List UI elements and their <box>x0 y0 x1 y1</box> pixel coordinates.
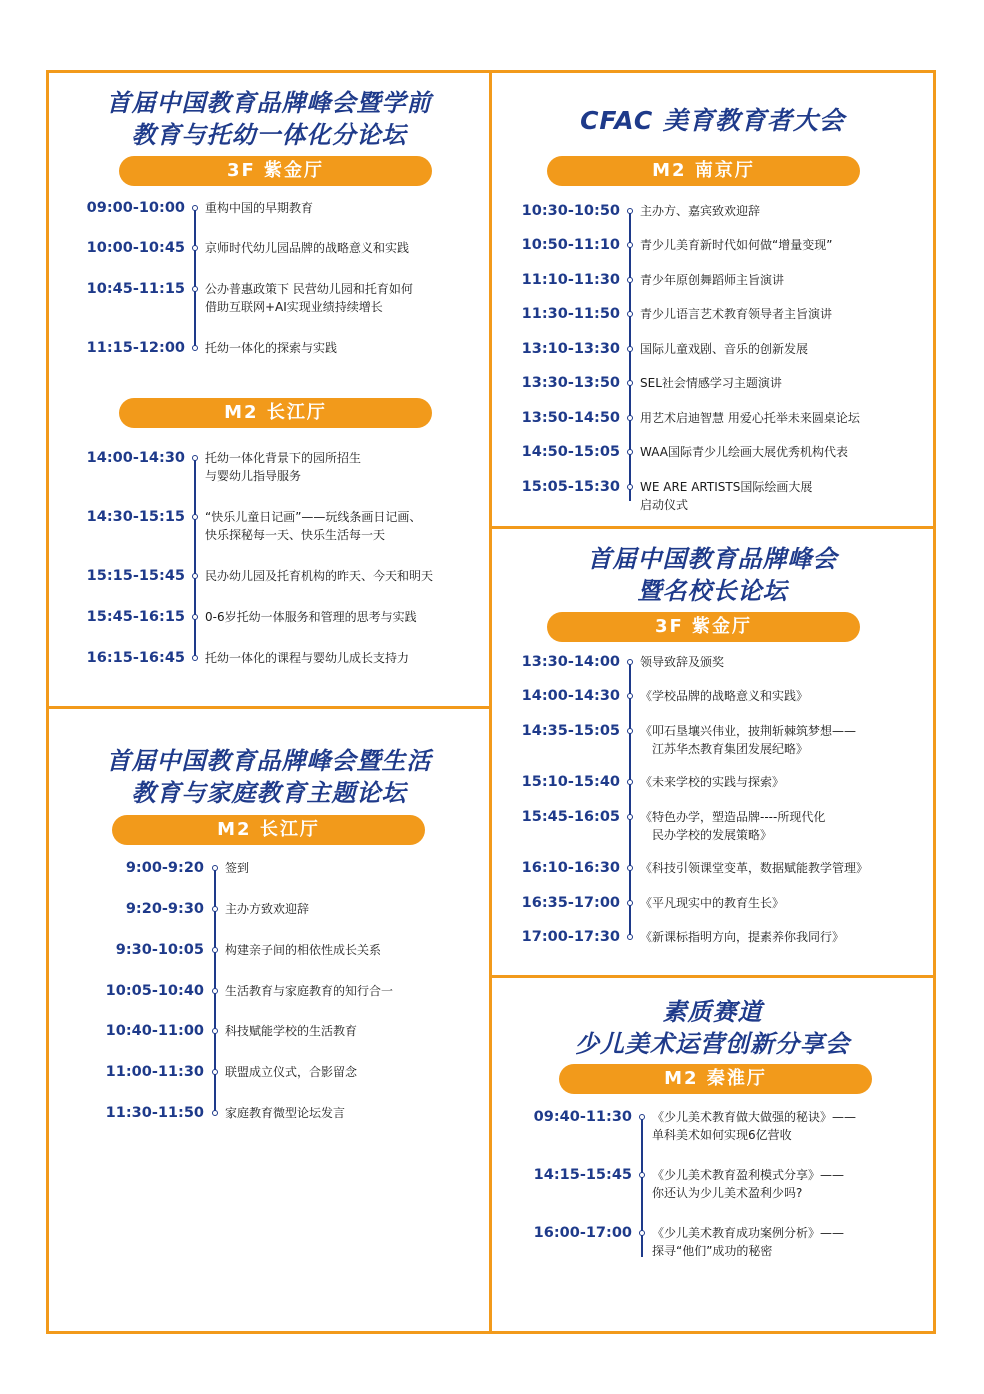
time-label: 13:30-13:50 <box>521 375 620 391</box>
panel-life-education-forum <box>49 709 489 1331</box>
time-label: 14:15-15:45 <box>533 1167 632 1183</box>
item-text: 联盟成立仪式，合影留念 <box>225 1065 358 1079</box>
item-text: 《叩石垦壤兴伟业，披荆斩棘筑梦想—— 江苏华杰教育集团发展纪略》 <box>640 724 857 756</box>
hall-badge: M2 秦淮厅 <box>559 1064 872 1094</box>
hall-badge: 3F 紫金厅 <box>547 612 860 642</box>
timeline-dot-icon <box>192 286 198 292</box>
timeline-rail <box>629 211 631 501</box>
hall-badge: M2 长江厅 <box>112 815 425 845</box>
time-label: 16:00-17:00 <box>533 1225 632 1241</box>
item-text: 科技赋能学校的生活教育 <box>225 1024 358 1038</box>
timeline-dot-icon <box>627 346 633 352</box>
timeline-dot-icon <box>212 988 218 994</box>
item-text: 公办普惠政策下 民营幼儿园和托育如何 借助互联网+AI实现业绩持续增长 <box>205 282 413 314</box>
item-text: 国际儿童戏剧、音乐的创新发展 <box>640 342 809 356</box>
time-label: 10:45-11:15 <box>86 281 185 297</box>
title-line: 少儿美术运营创新分享会 <box>575 1030 850 1058</box>
item-text: 《少儿美术教育成功案例分析》—— 探寻“他们”成功的秘密 <box>652 1226 845 1258</box>
item-text: 主办方、嘉宾致欢迎辞 <box>640 204 761 218</box>
item-text: 生活教育与家庭教育的知行合一 <box>225 984 394 998</box>
time-label: 15:05-15:30 <box>521 479 620 495</box>
timeline-dot-icon <box>627 277 633 283</box>
time-label: 16:10-16:30 <box>521 860 620 876</box>
item-text: 托幼一体化的课程与婴幼儿成长支持力 <box>205 651 410 665</box>
time-label: 10:05-10:40 <box>105 983 204 999</box>
timeline-dot-icon <box>212 1110 218 1116</box>
timeline-dot-icon <box>192 345 198 351</box>
item-text: 0-6岁托幼一体服务和管理的思考与实践 <box>205 610 417 624</box>
title-line: CFAC 美育教育者大会 <box>580 106 845 135</box>
time-label: 11:00-11:30 <box>105 1064 204 1080</box>
time-label: 10:00-10:45 <box>86 240 185 256</box>
time-label: 16:35-17:00 <box>521 895 620 911</box>
title-line: 首届中国教育品牌峰会暨学前 <box>106 89 432 117</box>
timeline-dot-icon <box>627 380 633 386</box>
time-label: 11:15-12:00 <box>86 340 185 356</box>
item-text: 青少年原创舞蹈师主旨演讲 <box>640 273 785 287</box>
title-line: 教育与托幼一体化分论坛 <box>131 121 407 149</box>
timeline-dot-icon <box>212 906 218 912</box>
item-text: 《未来学校的实践与探索》 <box>640 775 785 789</box>
time-label: 10:40-11:00 <box>105 1023 204 1039</box>
timeline-dot-icon <box>627 728 633 734</box>
timeline-dot-icon <box>627 208 633 214</box>
hall-badge: M2 长江厅 <box>119 398 432 428</box>
time-label: 11:30-11:50 <box>105 1105 204 1121</box>
time-label: 15:15-15:45 <box>86 568 185 584</box>
timeline-dot-icon <box>639 1172 645 1178</box>
item-text: 托幼一体化的探索与实践 <box>205 341 338 355</box>
panel-title <box>492 105 933 137</box>
title-line: 首届中国教育品牌峰会 <box>587 545 838 573</box>
item-text: 签到 <box>225 861 250 875</box>
item-text: 家庭教育微型论坛发言 <box>225 1106 346 1120</box>
item-text: 《少儿美术教育盈利模式分享》—— 你还认为少儿美术盈利少吗? <box>652 1168 845 1200</box>
title-line: 首届中国教育品牌峰会暨生活 <box>106 747 432 775</box>
time-label: 10:50-11:10 <box>521 237 620 253</box>
timeline-rail <box>641 1117 643 1257</box>
time-label: 10:30-10:50 <box>521 203 620 219</box>
timeline-dot-icon <box>192 245 198 251</box>
timeline-dot-icon <box>627 659 633 665</box>
timeline-rail <box>194 208 196 348</box>
time-label: 11:10-11:30 <box>521 272 620 288</box>
time-label: 14:00-14:30 <box>521 688 620 704</box>
item-text: 民办幼儿园及托育机构的昨天、今天和明天 <box>205 569 434 583</box>
timeline-dot-icon <box>639 1114 645 1120</box>
timeline-dot-icon <box>627 311 633 317</box>
item-text: SEL社会情感学习主题演讲 <box>640 376 782 390</box>
timeline-dot-icon <box>192 614 198 620</box>
item-text: 《学校品牌的战略意义和实践》 <box>640 689 809 703</box>
item-text: 领导致辞及颁奖 <box>640 655 725 669</box>
time-label: 15:45-16:15 <box>86 609 185 625</box>
item-text: 青少儿语言艺术教育领导者主旨演讲 <box>640 307 833 321</box>
timeline-dot-icon <box>192 655 198 661</box>
panel-children-art-forum <box>492 978 933 1331</box>
time-label: 09:00-10:00 <box>86 200 185 216</box>
item-text: 《科技引领课堂变革，数据赋能教学管理》 <box>640 861 869 875</box>
item-text: 构建亲子间的相依性成长关系 <box>225 943 382 957</box>
timeline-dot-icon <box>627 449 633 455</box>
timeline-dot-icon <box>192 514 198 520</box>
timeline-dot-icon <box>627 415 633 421</box>
timeline-dot-icon <box>212 1069 218 1075</box>
panel-cfac-conference <box>492 73 933 526</box>
time-label: 14:00-14:30 <box>86 450 185 466</box>
item-text: 《平凡现实中的教育生长》 <box>640 896 785 910</box>
item-text: WAA国际青少儿绘画大展优秀机构代表 <box>640 445 848 459</box>
time-label: 15:10-15:40 <box>521 774 620 790</box>
time-label: 14:30-15:15 <box>86 509 185 525</box>
timeline-rail <box>194 458 196 658</box>
panel-title <box>49 87 489 151</box>
hall-badge: M2 南京厅 <box>547 156 860 186</box>
hall-badge: 3F 紫金厅 <box>119 156 432 186</box>
time-label: 9:30-10:05 <box>115 942 204 958</box>
item-text: WE ARE ARTISTS国际绘画大展 启动仪式 <box>640 480 813 512</box>
panel-title <box>492 996 933 1060</box>
item-text: 《少儿美术教育做大做强的秘诀》—— 单科美术如何实现6亿营收 <box>652 1110 857 1142</box>
timeline-rail <box>629 662 631 937</box>
timeline-dot-icon <box>212 947 218 953</box>
timeline-dot-icon <box>627 779 633 785</box>
panel-principal-forum <box>492 529 933 975</box>
time-label: 16:15-16:45 <box>86 650 185 666</box>
timeline-dot-icon <box>627 900 633 906</box>
time-label: 14:35-15:05 <box>521 723 620 739</box>
timeline-dot-icon <box>639 1230 645 1236</box>
title-line: 暨名校长论坛 <box>637 577 788 605</box>
timeline-dot-icon <box>627 484 633 490</box>
timeline-dot-icon <box>192 205 198 211</box>
time-label: 9:20-9:30 <box>125 901 204 917</box>
panel-title <box>49 745 489 809</box>
timeline-dot-icon <box>212 1028 218 1034</box>
time-label: 13:10-13:30 <box>521 341 620 357</box>
item-text: 主办方致欢迎辞 <box>225 902 310 916</box>
time-label: 13:30-14:00 <box>521 654 620 670</box>
timeline-dot-icon <box>627 934 633 940</box>
time-label: 17:00-17:30 <box>521 929 620 945</box>
timeline-dot-icon <box>627 242 633 248</box>
panel-preschool-forum <box>49 73 489 706</box>
time-label: 11:30-11:50 <box>521 306 620 322</box>
timeline-dot-icon <box>627 814 633 820</box>
title-line: 素质赛道 <box>662 998 763 1026</box>
panel-title <box>492 543 933 607</box>
item-text: 托幼一体化背景下的园所招生 与婴幼儿指导服务 <box>205 451 362 483</box>
item-text: “快乐儿童日记画”——玩线条画日记画、 快乐探秘每一天、快乐生活每一天 <box>205 510 422 542</box>
time-label: 14:50-15:05 <box>521 444 620 460</box>
timeline-dot-icon <box>627 693 633 699</box>
time-label: 13:50-14:50 <box>521 410 620 426</box>
timeline-dot-icon <box>192 573 198 579</box>
title-line: 教育与家庭教育主题论坛 <box>131 779 407 807</box>
item-text: 京师时代幼儿园品牌的战略意义和实践 <box>205 241 410 255</box>
timeline-dot-icon <box>212 865 218 871</box>
timeline-dot-icon <box>627 865 633 871</box>
item-text: 《新课标指明方向，提素养你我同行》 <box>640 930 845 944</box>
time-label: 9:00-9:20 <box>125 860 204 876</box>
item-text: 用艺术启迪智慧 用爱心托举未来圆桌论坛 <box>640 411 860 425</box>
timeline-dot-icon <box>192 455 198 461</box>
time-label: 15:45-16:05 <box>521 809 620 825</box>
time-label: 09:40-11:30 <box>533 1109 632 1125</box>
item-text: 青少儿美育新时代如何做“增量变现” <box>640 238 833 252</box>
item-text: 重构中国的早期教育 <box>205 201 314 215</box>
item-text: 《特色办学，塑造品牌----所现代化 民办学校的发展策略》 <box>640 810 826 842</box>
